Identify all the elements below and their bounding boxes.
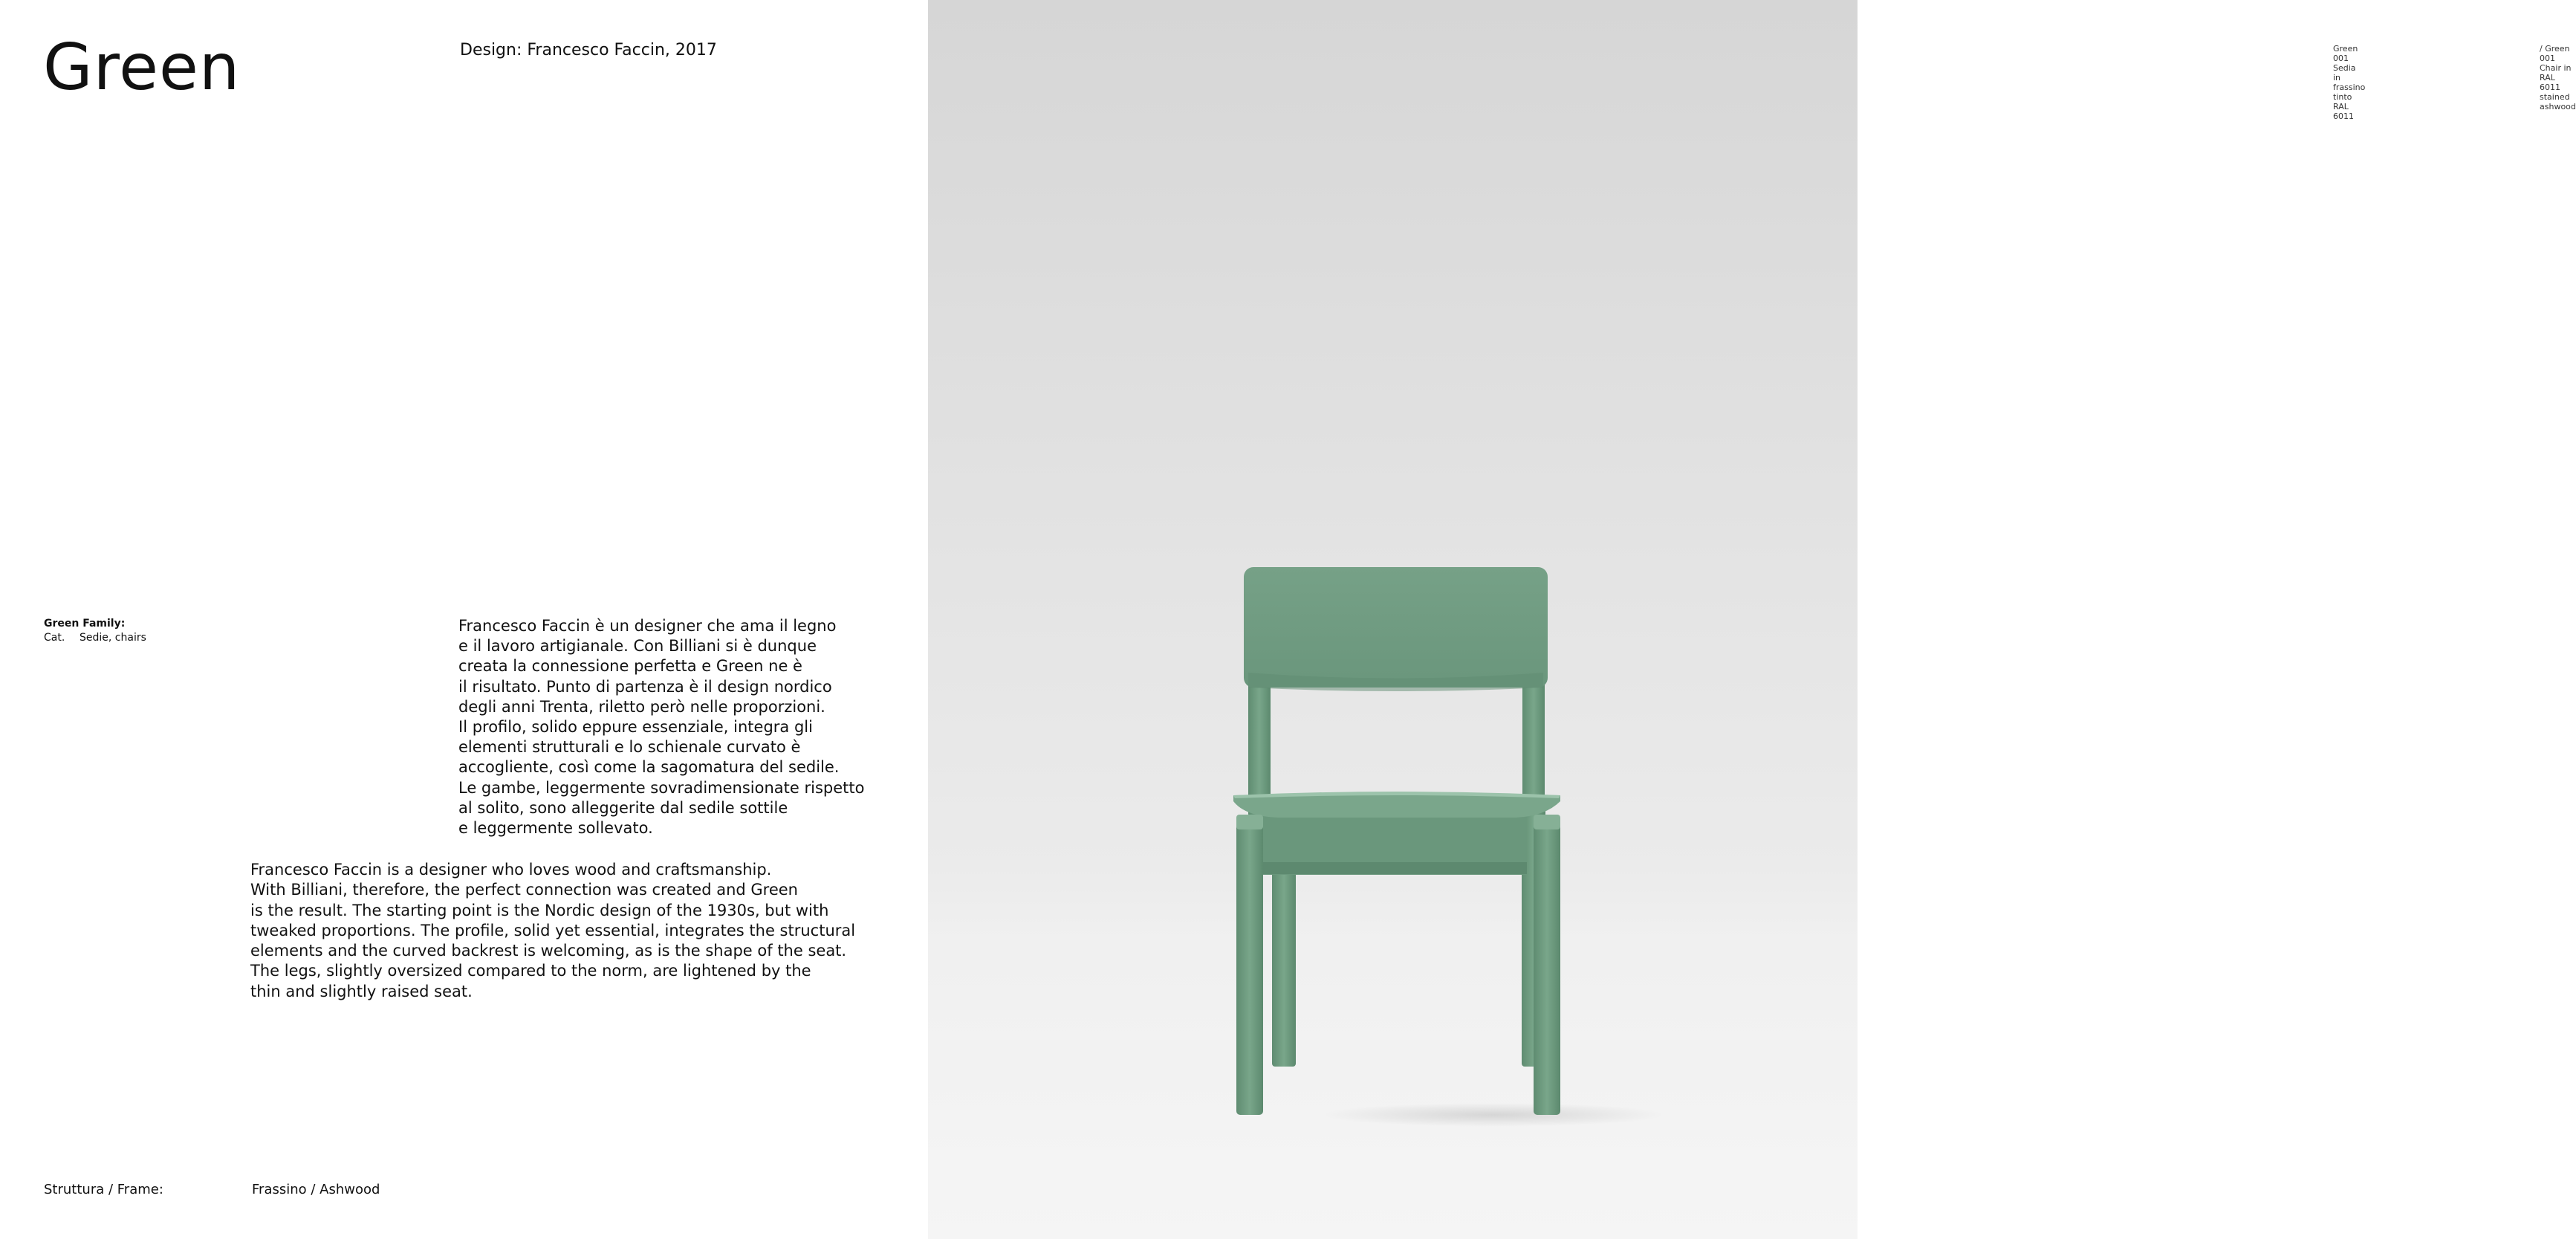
product-photo — [928, 0, 2576, 1239]
photo-caption-italian: Green 001 Sedia in frassino tinto RAL 6011 — [2333, 44, 2366, 121]
category-key: Cat. — [44, 632, 65, 644]
family-info — [44, 617, 146, 645]
category-line — [44, 631, 146, 645]
photo-caption-english: / Green 001 Chair in RAL 6011 stained ashwood — [2540, 44, 2576, 111]
green-chair-image — [928, 0, 1858, 1239]
category-value: Sedie, chairs — [80, 632, 146, 644]
frame-label: Struttura / Frame: — [44, 1182, 163, 1197]
design-credit: Design: Francesco Faccin, 2017 — [460, 41, 717, 59]
text-page — [0, 0, 928, 1239]
frame-value: Frassino / Ashwood — [252, 1182, 380, 1197]
product-title: Green — [43, 30, 241, 105]
family-label: Green Family: — [44, 618, 126, 630]
italian-description: Francesco Faccin è un designer che ama il legno e il lavoro artigianale. Con Billiani si è dunque creata la connessione perfetta e Green ne è il risultato. Punto di partenza è il design nordico degli anni Trenta, riletto però nelle proporzioni. Il profilo, solido eppure essenziale, integra gli elementi strutturali e lo schienale curvato è accogliente, così come la sagomatura del sedile. Le gambe, leggermente sovradimensionate rispetto al solito, sono alleggerite dal sedile sottile e leggermente sollevato. — [458, 617, 865, 838]
english-description: Francesco Faccin is a designer who loves wood and craftsmanship. With Billiani, therefore, the perfect connection was created and Green is the result. The starting point is the Nordic design of the 1930s, but with tweaked proportions. The profile, solid yet essential, integrates the structural elements and the curved backrest is welcoming, as is the shape of the seat. The legs, slightly oversized compared to the norm, are lightened by the thin and slightly raised seat. — [250, 861, 856, 1000]
